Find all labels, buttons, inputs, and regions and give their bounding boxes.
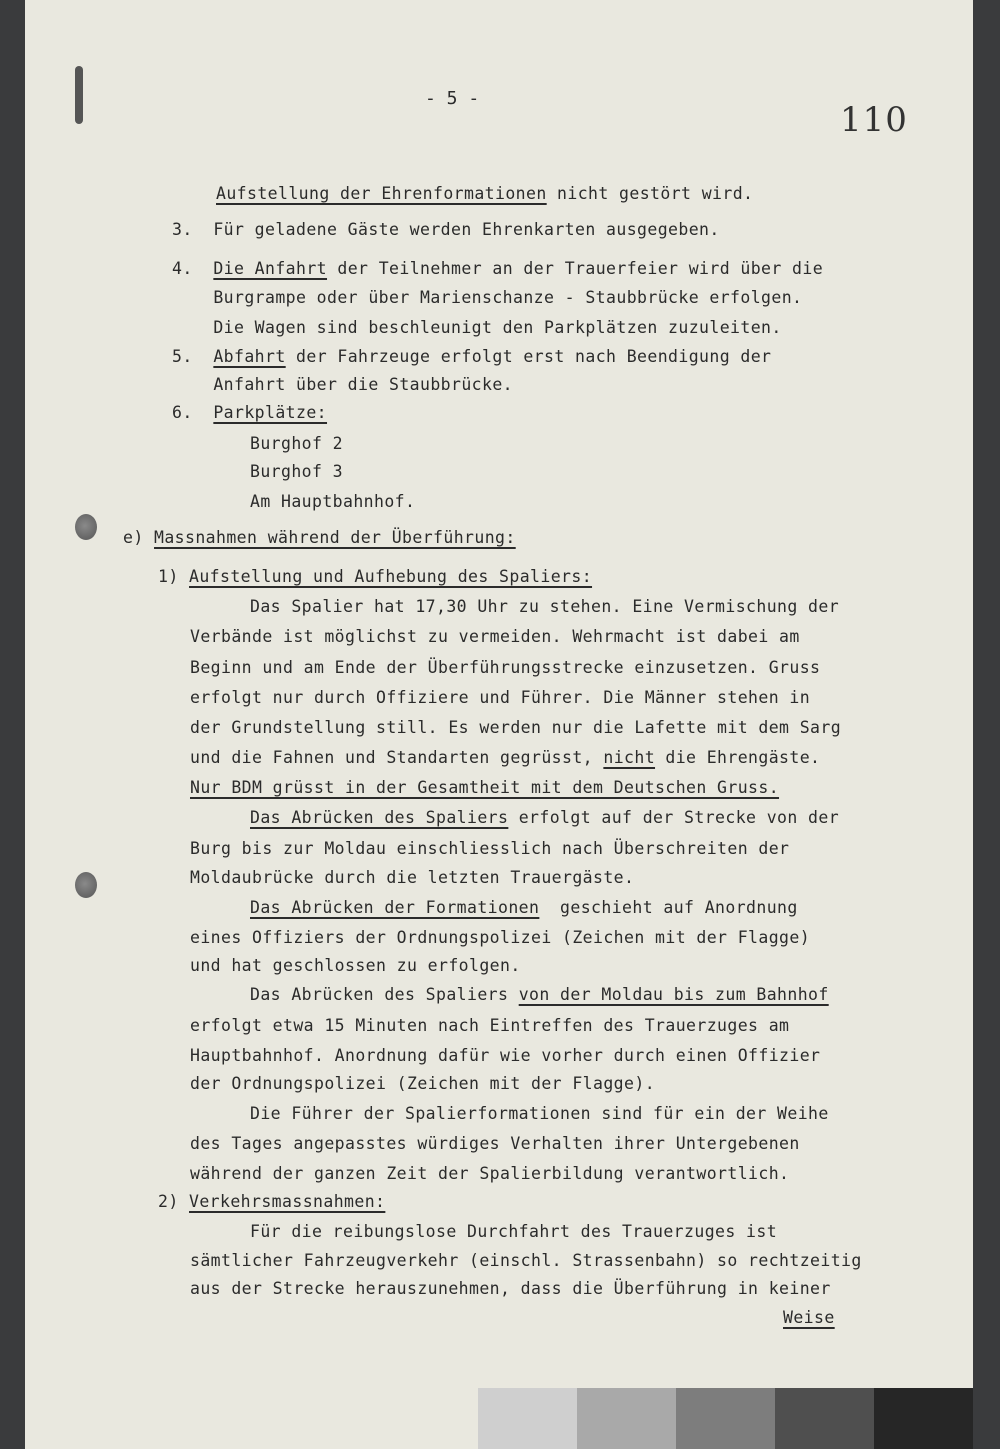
text-line: Burg bis zur Moldau einschliesslich nach Überschreiten der [190, 839, 790, 858]
text-line: Das Spalier hat 17,30 Uhr zu stehen. Eine Vermischung der [250, 597, 840, 616]
text-line: Am Hauptbahnhof. [250, 492, 416, 511]
text-line: aus der Strecke herauszunehmen, dass die Überführung in keiner [190, 1279, 831, 1298]
catchword: Weise [783, 1308, 835, 1327]
text-line: Anfahrt über die Staubbrücke. [172, 375, 514, 394]
text-line: Aufstellung der Ehrenformationen nicht gestört wird. [216, 184, 754, 203]
text-line: 1) Aufstellung und Aufhebung des Spaliers: [158, 567, 593, 586]
text-line: Das Abrücken des Spaliers erfolgt auf der Strecke von der [250, 808, 840, 827]
text-line: Das Abrücken des Spaliers von der Moldau bis zum Bahnhof [250, 985, 829, 1004]
text-line: erfolgt etwa 15 Minuten nach Eintreffen des Trauerzuges am [190, 1016, 790, 1035]
text-line: 3. Für geladene Gäste werden Ehrenkarten ausgegeben. [172, 220, 720, 239]
text-line: 6. Parkplätze: [172, 403, 328, 422]
text-line: 4. Die Anfahrt der Teilnehmer an der Trauerfeier wird über die [172, 259, 824, 278]
text-line: Burghof 2 [250, 434, 344, 453]
text-line: Beginn und am Ende der Überführungsstrecke einzusetzen. Gruss [190, 658, 821, 677]
grayscale-calibration-strip [478, 1388, 973, 1449]
text-line: der Grundstellung still. Es werden nur die Lafette mit dem Sarg [190, 718, 842, 737]
text-line: 5. Abfahrt der Fahrzeuge erfolgt erst nach Beendigung der [172, 347, 772, 366]
text-line: Moldaubrücke durch die letzten Trauergäste. [190, 868, 635, 887]
pencil-mark [75, 66, 83, 124]
text-line: Für die reibungslose Durchfahrt des Trauerzuges ist [250, 1222, 778, 1241]
text-line: Hauptbahnhof. Anordnung dafür wie vorher durch einen Offizier [190, 1046, 821, 1065]
text-line: eines Offiziers der Ordnungspolizei (Zeichen mit der Flagge) [190, 928, 811, 947]
text-line: der Ordnungspolizei (Zeichen mit der Flagge). [190, 1074, 656, 1093]
punch-hole [75, 872, 97, 898]
text-line: Die Führer der Spalierformationen sind für ein der Weihe [250, 1104, 829, 1123]
document-page [25, 0, 973, 1449]
text-line: und hat geschlossen zu erfolgen. [190, 956, 521, 975]
text-line: Verbände ist möglichst zu vermeiden. Wehrmacht ist dabei am [190, 627, 800, 646]
text-line: Nur BDM grüsst in der Gesamtheit mit dem Deutschen Gruss. [190, 778, 780, 797]
text-line: Burgrampe oder über Marienschanze - Staubbrücke erfolgen. [172, 288, 803, 307]
text-line: 2) Verkehrsmassnahmen: [158, 1192, 386, 1211]
text-line: e) Massnahmen während der Überführung: [123, 528, 516, 547]
page-number: - 5 - [425, 88, 480, 109]
folio-number: 110 [840, 100, 908, 140]
punch-hole [75, 514, 97, 540]
text-line: Die Wagen sind beschleunigt den Parkplätzen zuzuleiten. [172, 318, 782, 337]
text-line: erfolgt nur durch Offiziere und Führer. Die Männer stehen in [190, 688, 811, 707]
text-line: und die Fahnen und Standarten gegrüsst, nicht die Ehrengäste. [190, 748, 821, 767]
text-line: Burghof 3 [250, 462, 344, 481]
text-line: des Tages angepasstes würdiges Verhalten ihrer Untergebenen [190, 1134, 800, 1153]
text-line: Das Abrücken der Formationen geschieht auf Anordnung [250, 898, 798, 917]
text-line: sämtlicher Fahrzeugverkehr (einschl. Strassenbahn) so rechtzeitig [190, 1251, 862, 1270]
text-line: während der ganzen Zeit der Spalierbildung verantwortlich. [190, 1164, 790, 1183]
